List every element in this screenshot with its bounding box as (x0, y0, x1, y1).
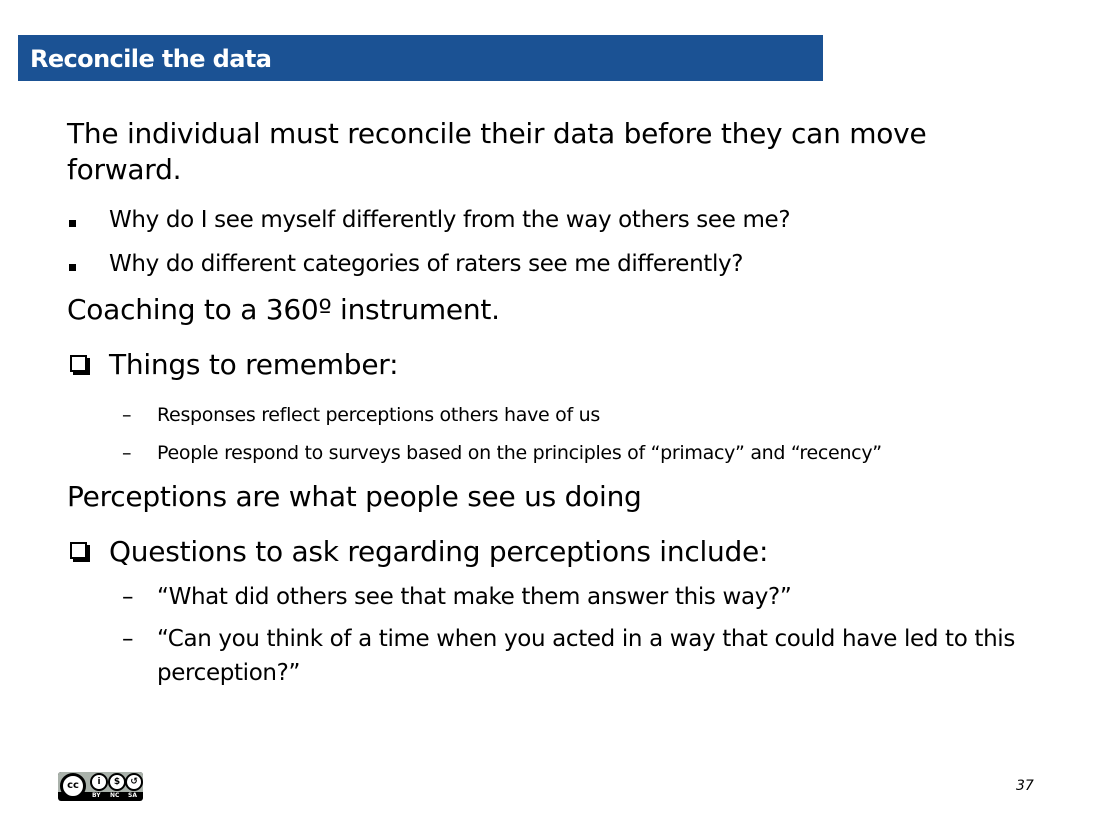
sa-label: SA (128, 792, 137, 799)
dash-bullet-icon: – (122, 626, 134, 652)
remember-item-2: People respond to surveys based on the principles of “primacy” and “recency” (157, 442, 882, 464)
slide-title: Reconcile the data (30, 45, 272, 73)
by-icon: i (90, 773, 108, 791)
title-bar (18, 35, 823, 81)
remember-label: Things to remember: (109, 348, 399, 381)
dash-bullet-icon: – (122, 404, 132, 426)
coaching-heading: Coaching to a 360º instrument. (67, 293, 500, 326)
dash-bullet-icon: – (122, 442, 132, 464)
cc-license-badge (58, 772, 143, 801)
sa-icon: ↺ (125, 773, 143, 791)
question-item-2: “Can you think of a time when you acted in a way that could have led to this perception?” (157, 626, 1015, 686)
checkbox-bullet-icon (70, 355, 87, 372)
remember-item-1: Responses reflect perceptions others have of us (157, 404, 600, 426)
square-bullet-icon (69, 220, 76, 227)
intro-text: The individual must reconcile their data before they can move forward. (67, 117, 927, 186)
by-label: BY (92, 792, 101, 799)
dash-bullet-icon: – (122, 584, 134, 610)
page-number: 37 (1016, 778, 1034, 794)
why-question-1: Why do I see myself differently from the way others see me? (109, 207, 791, 233)
why-question-2: Why do different categories of raters see me differently? (109, 251, 744, 277)
questions-label: Questions to ask regarding perceptions include: (109, 535, 769, 568)
square-bullet-icon (69, 264, 76, 271)
nc-icon: $ (108, 773, 126, 791)
cc-logo-icon: cc (60, 773, 86, 799)
perceptions-heading: Perceptions are what people see us doing (67, 480, 642, 513)
question-item-1: “What did others see that make them answer this way?” (157, 584, 792, 610)
nc-label: NC (110, 792, 120, 799)
checkbox-bullet-icon (70, 542, 87, 559)
